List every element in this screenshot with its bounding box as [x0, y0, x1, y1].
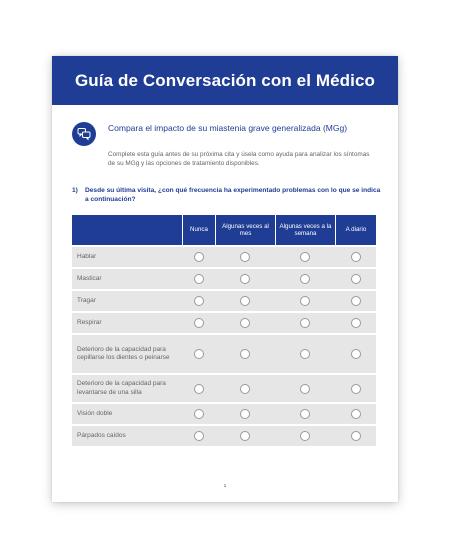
answer-cell — [215, 431, 275, 441]
radio-nunca[interactable] — [194, 318, 204, 328]
radio-al-mes[interactable] — [240, 296, 250, 306]
column-header-algunas-veces-a-la-semana: Algunas veces a la semana — [275, 215, 335, 245]
radio-al-mes[interactable] — [240, 252, 250, 262]
symptom-frequency-table — [72, 215, 376, 446]
answer-cell — [215, 296, 275, 306]
answer-cell — [275, 318, 335, 328]
page-title: Guía de Conversación con el Médico — [52, 56, 398, 105]
answer-cell — [182, 252, 215, 262]
answer-cell — [275, 384, 335, 394]
answer-cell — [215, 274, 275, 284]
question-text: Desde su última visita, ¿con qué frecuencia ha experimentado problemas con lo que se indica a continuación? — [85, 187, 381, 203]
row-label: Respirar — [77, 318, 102, 326]
table-row — [72, 313, 376, 333]
radio-nunca[interactable] — [194, 384, 204, 394]
table-row — [72, 404, 376, 424]
answer-cell — [182, 274, 215, 284]
row-label: Párpados caídos — [77, 431, 126, 439]
speech-bubbles-icon — [72, 122, 96, 146]
radio-al-mes[interactable] — [240, 318, 250, 328]
radio-a-la-semana[interactable] — [300, 409, 310, 419]
table-row — [72, 335, 376, 373]
answer-cell — [182, 431, 215, 441]
radio-a-diario[interactable] — [351, 431, 361, 441]
table-row — [72, 291, 376, 311]
radio-a-la-semana[interactable] — [300, 274, 310, 284]
answer-cell — [215, 252, 275, 262]
question-1 — [72, 186, 382, 204]
answer-cell — [275, 296, 335, 306]
question-number: 1) — [72, 187, 78, 194]
radio-al-mes[interactable] — [240, 384, 250, 394]
table-row — [72, 247, 376, 267]
radio-a-diario[interactable] — [351, 296, 361, 306]
answer-cell — [275, 252, 335, 262]
table-row — [72, 269, 376, 289]
radio-a-la-semana[interactable] — [300, 252, 310, 262]
answer-cell — [182, 318, 215, 328]
page-number: 1 — [223, 483, 227, 488]
answer-cell — [335, 252, 376, 262]
column-header-algunas-veces-al-mes: Algunas veces al mes — [215, 215, 275, 245]
radio-nunca[interactable] — [194, 274, 204, 284]
table-header — [72, 215, 376, 245]
answer-cell — [335, 296, 376, 306]
answer-cell — [215, 318, 275, 328]
row-label: Masticar — [77, 274, 102, 282]
answer-cell — [215, 384, 275, 394]
radio-a-diario[interactable] — [351, 384, 361, 394]
answer-cell — [182, 349, 215, 359]
radio-nunca[interactable] — [194, 349, 204, 359]
radio-a-la-semana[interactable] — [300, 296, 310, 306]
radio-al-mes[interactable] — [240, 409, 250, 419]
row-label: Deterioro de la capacidad para levantarse de una silla — [77, 380, 166, 396]
answer-cell — [335, 349, 376, 359]
radio-nunca[interactable] — [194, 296, 204, 306]
radio-a-la-semana[interactable] — [300, 318, 310, 328]
row-label: Deterioro de la capacidad para cepillarse los dientes o peinarse — [77, 345, 170, 361]
radio-a-diario[interactable] — [351, 252, 361, 262]
intro-title: Compara el impacto de su miastenia grave generalizada (MGg) — [108, 123, 348, 133]
radio-nunca[interactable] — [194, 409, 204, 419]
radio-al-mes[interactable] — [240, 349, 250, 359]
header-blank-cell — [72, 215, 182, 245]
radio-a-diario[interactable] — [351, 349, 361, 359]
table-row — [72, 426, 376, 446]
radio-nunca[interactable] — [194, 252, 204, 262]
radio-a-la-semana[interactable] — [300, 349, 310, 359]
answer-cell — [182, 384, 215, 394]
answer-cell — [215, 349, 275, 359]
table-row — [72, 375, 376, 402]
radio-a-diario[interactable] — [351, 318, 361, 328]
column-header-a-diario: A diario — [335, 215, 376, 245]
answer-cell — [335, 384, 376, 394]
answer-cell — [182, 409, 215, 419]
answer-cell — [275, 349, 335, 359]
answer-cell — [275, 409, 335, 419]
radio-al-mes[interactable] — [240, 431, 250, 441]
answer-cell — [182, 296, 215, 306]
answer-cell — [335, 274, 376, 284]
answer-cell — [335, 409, 376, 419]
answer-cell — [275, 274, 335, 284]
radio-a-la-semana[interactable] — [300, 431, 310, 441]
radio-a-diario[interactable] — [351, 409, 361, 419]
intro-text: Complete esta guía antes de su próxima cita y úsela como ayuda para analizar los síntomas de su MGg y las opciones de tratamiento disponibles. — [108, 151, 370, 167]
radio-nunca[interactable] — [194, 431, 204, 441]
answer-cell — [335, 431, 376, 441]
table-body — [72, 247, 376, 446]
answer-cell — [275, 431, 335, 441]
row-label: Tragar — [77, 296, 96, 304]
radio-a-diario[interactable] — [351, 274, 361, 284]
column-header-nunca: Nunca — [182, 215, 215, 245]
document-page — [52, 56, 398, 502]
row-label: Visión doble — [77, 409, 113, 417]
radio-al-mes[interactable] — [240, 274, 250, 284]
answer-cell — [215, 409, 275, 419]
radio-a-la-semana[interactable] — [300, 384, 310, 394]
row-label: Hablar — [77, 252, 97, 260]
answer-cell — [335, 318, 376, 328]
